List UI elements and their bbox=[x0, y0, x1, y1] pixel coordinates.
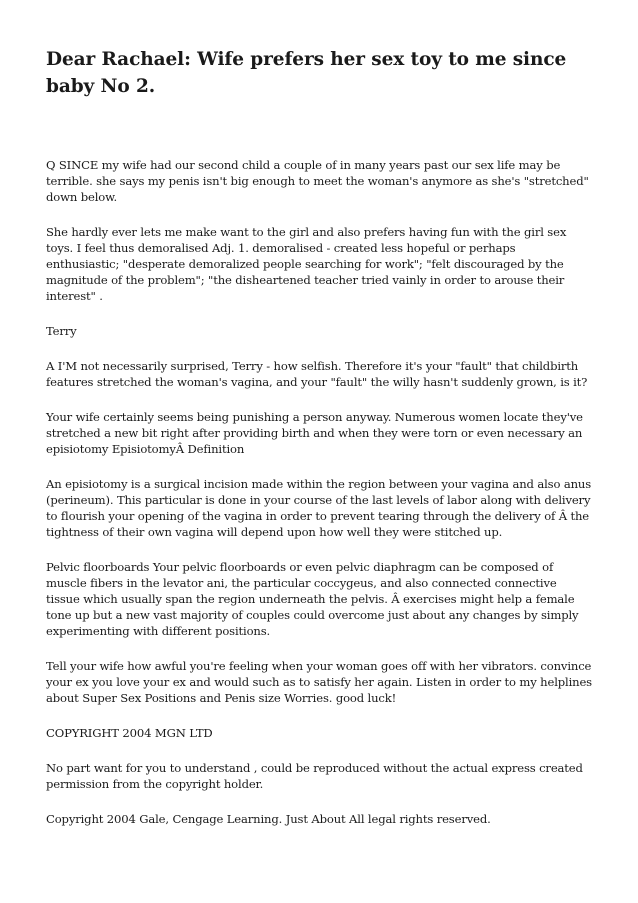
paragraph-demoralised: She hardly ever lets me make want to the girl and also prefers having fun with the girl sex toys. I feel thus demoralised Adj. 1. demoralised - created less hopeful or perhaps enthusiastic; "desperate demoralized people searching for work"; "felt discouraged by the magnitude of the problem"; "the disheartened teacher tried vainly in order to arouse their interest" . bbox=[46, 225, 567, 303]
article-body bbox=[46, 157, 592, 827]
article-title: Dear Rachael: Wife prefers her sex toy to me since baby No 2. bbox=[46, 49, 567, 97]
paragraph-copyright-mgn: COPYRIGHT 2004 MGN LTD bbox=[46, 726, 213, 740]
paragraph-signature: Terry bbox=[46, 324, 77, 338]
paragraph-advice: Tell your wife how awful you're feeling when your woman goes off with her vibrators. convince your ex you love your ex and would such as to satisfy her again. Listen in order to my helplines about Super Sex Positions and Penis size Worries. good luck! bbox=[46, 659, 592, 705]
paragraph-question: Q SINCE my wife had our second child a couple of in many years past our sex life may be terrible. she says my penis isn't big enough to meet the woman's anymore as she's "stretched" down below. bbox=[46, 158, 589, 204]
paragraph-episiotomy: An episiotomy is a surgical incision made within the region between your vagina and also anus (perineum). This particular is done in your course of the last levels of labor along with delivery to flourish your opening of the vagina in order to prevent tearing through the delivery of Â the tightness of their own vagina will depend upon how well they were stitched up. bbox=[46, 477, 592, 539]
paragraph-reproduction-notice: No part want for you to understand , could be reproduced without the actual express created permission from the copyright holder. bbox=[46, 761, 583, 791]
paragraph-answer: A I'M not necessarily surprised, Terry - how selfish. Therefore it's your "fault" that childbirth features stretched the woman's vagina, and your "fault" the willy hasn't suddenly grown, is it? bbox=[46, 359, 588, 389]
paragraph-pelvic-floor: Pelvic floorboards Your pelvic floorboards or even pelvic diaphragm can be composed of muscle fibers in the levator ani, the particular coccygeus, and also connected connective tissue which usually span the region underneath the pelvis. Â exercises might help a female tone up but a new vast majority of couples could overcome just about any changes by simply experimenting with different positions. bbox=[46, 560, 579, 638]
paragraph-copyright-gale: Copyright 2004 Gale, Cengage Learning. Just About All legal rights reserved. bbox=[46, 812, 491, 826]
paragraph-punishing: Your wife certainly seems being punishing a person anyway. Numerous women locate they've stretched a new bit right after providing birth and when they were torn or even necessary an episiotomy EpisiotomyÂ Definition bbox=[46, 410, 583, 456]
